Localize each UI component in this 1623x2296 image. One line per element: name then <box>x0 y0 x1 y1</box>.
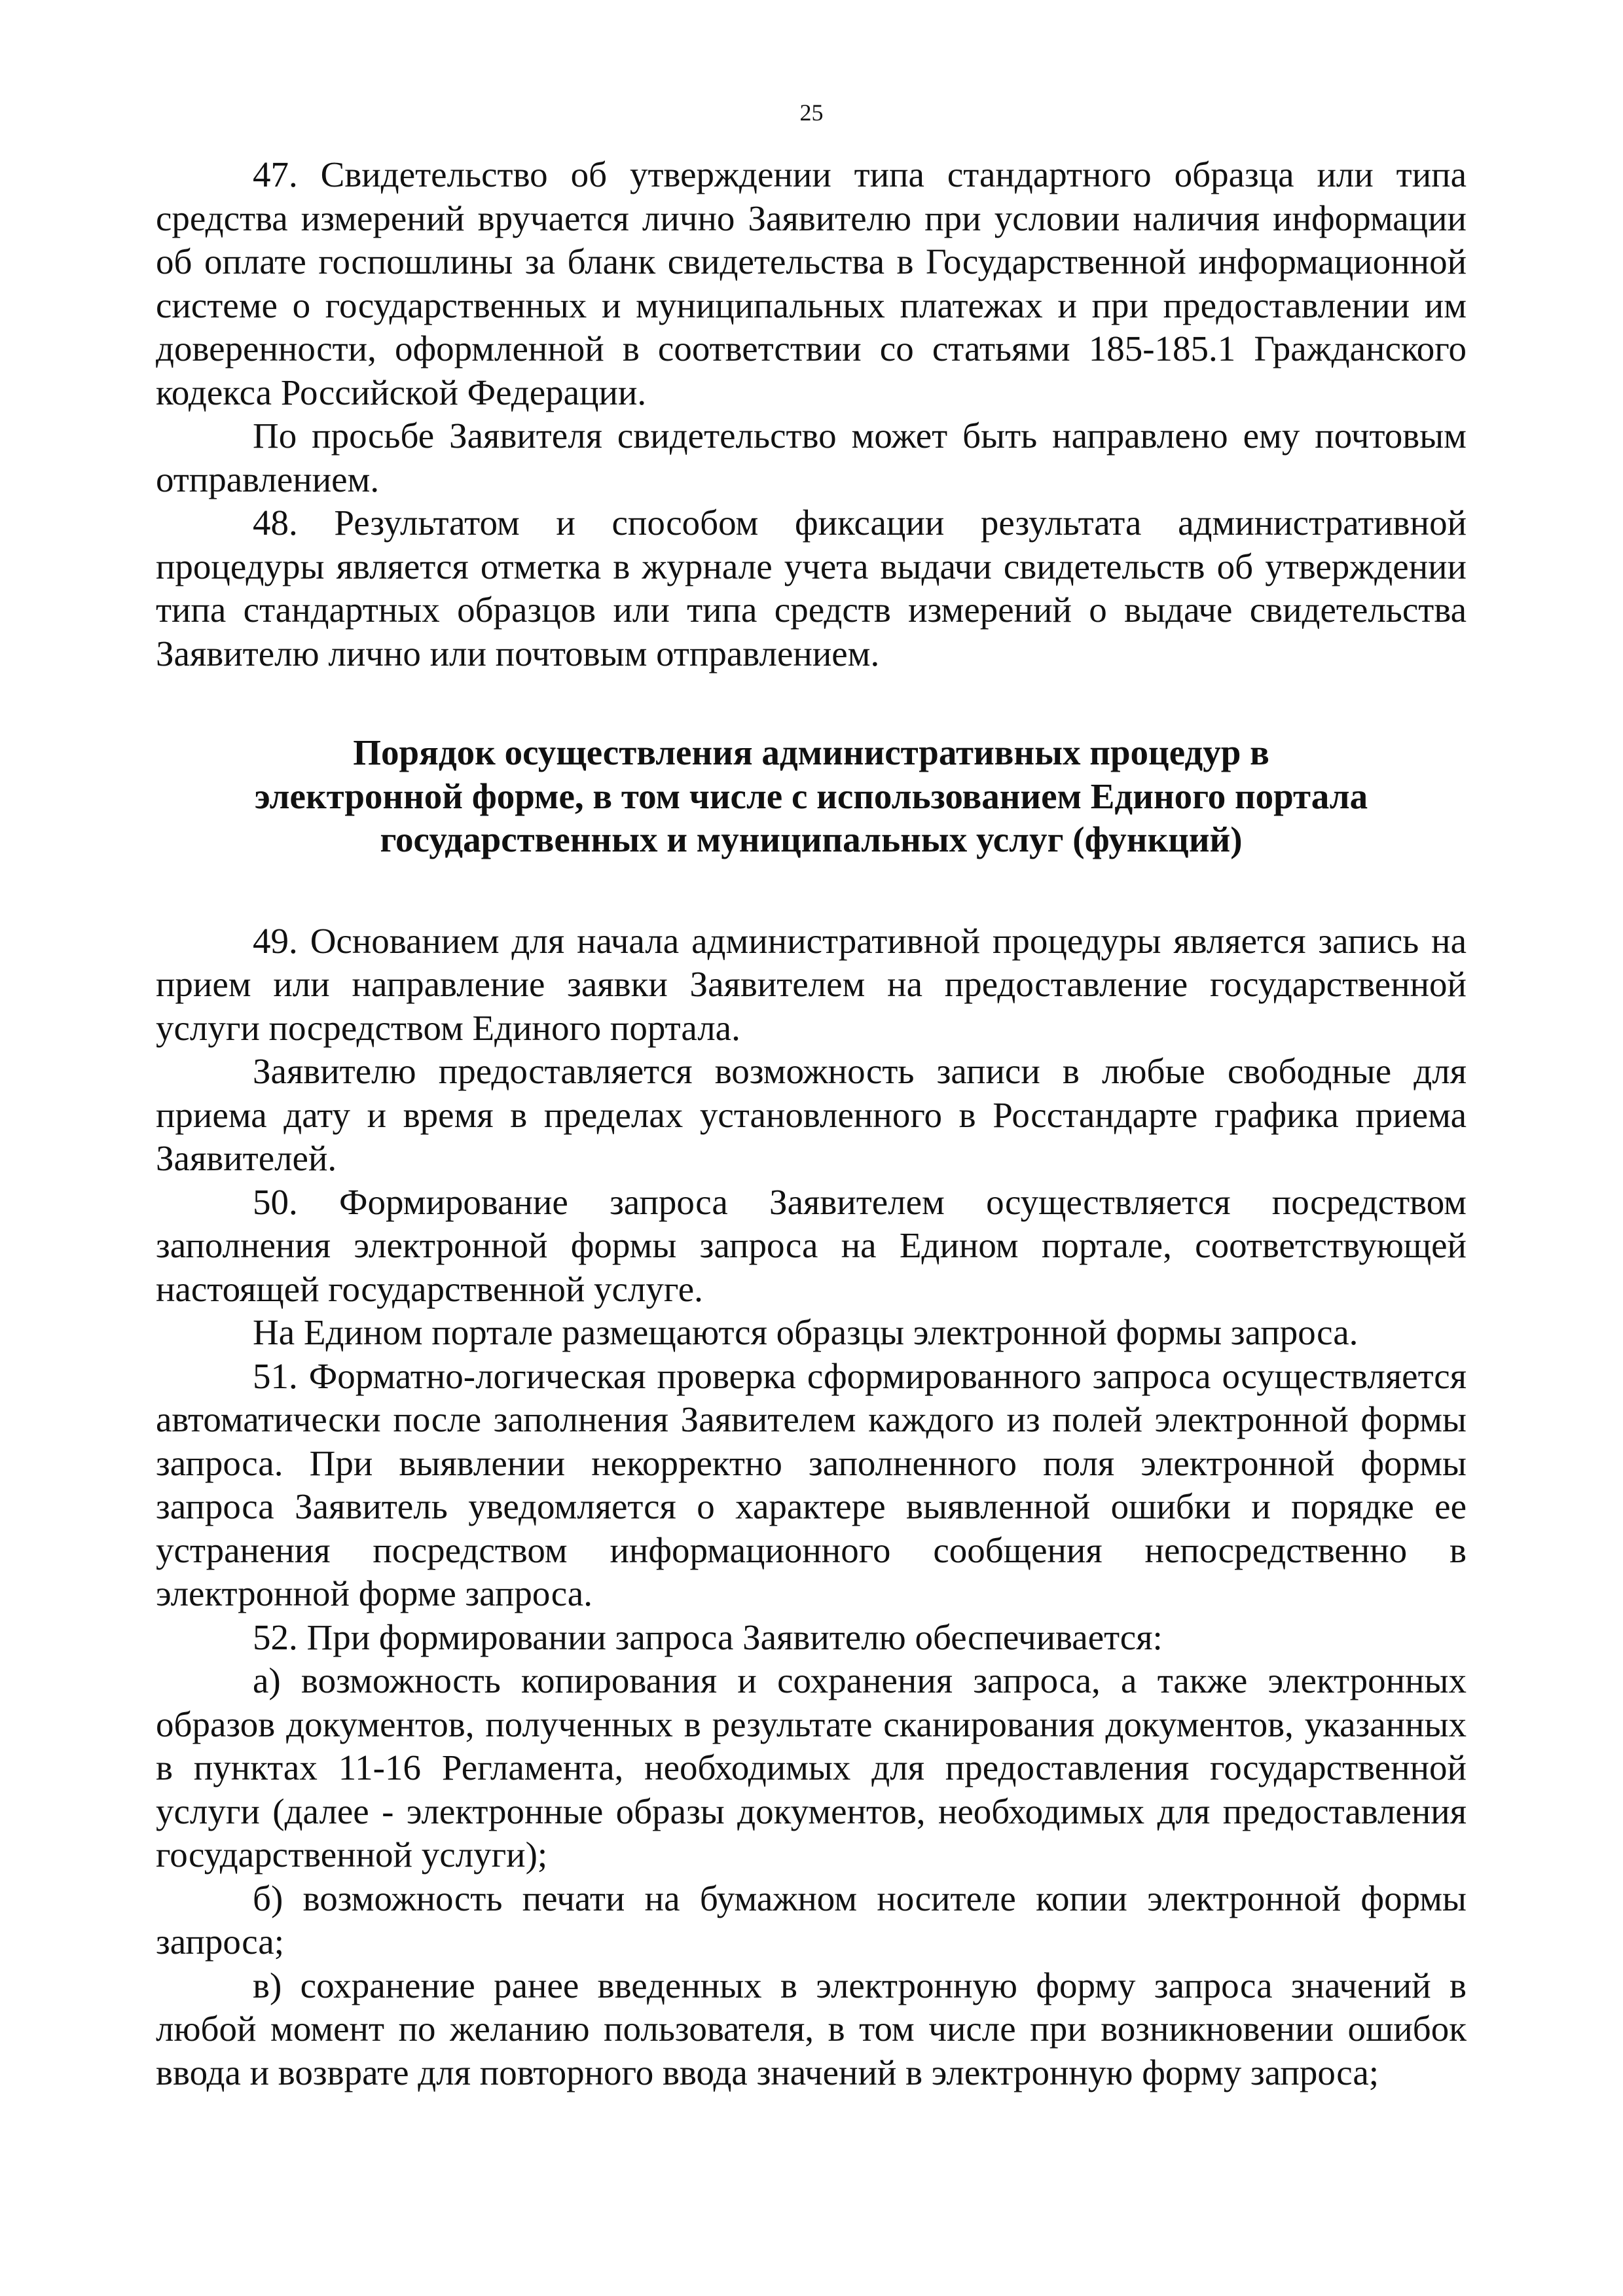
paragraph-52-a: а) возможность копирования и сохранения запроса, а также электронных образов документов, полученных в результате сканирования документов, указанных в пунктах 11-16 Регламента, необходимых для предоставления государственной услуги (далее - электронные образы документов, необходимых для предоставления государственной услуги); <box>156 1660 1467 1874</box>
paragraph-49: 49. Основанием для начала административной процедуры является запись на прием или направление заявки Заявителем на предоставление государственной услуги посредством Единого портала. <box>156 920 1467 1048</box>
paragraph-48: 48. Результатом и способом фиксации результата административной процедуры является отметка в журнале учета выдачи свидетельств об утверждении типа стандартных образцов или типа средств измерений о выдаче свидетельства Заявителю лично или почтовым отправлением. <box>156 503 1467 673</box>
paragraph-52-b: б) возможность печати на бумажном носителе копии электронной формы запроса; <box>156 1878 1467 1962</box>
page-number: 25 <box>799 99 824 126</box>
section-heading-line: электронной форме, в том числе с использованием Единого портала <box>254 776 1368 816</box>
paragraph-47: 47. Свидетельство об утверждении типа стандартного образца или типа средства измерений вручается лично Заявителю при условии наличия информации об оплате госпошлины за бланк свидетельства в Государственной информационной системе о государственных и муниципальных платежах и при предоставлении им доверенности, оформленной в соответствии со статьями 185-185.1 Гражданского кодекса Российской Федерации. <box>156 154 1467 412</box>
document-body <box>156 153 1467 2094</box>
paragraph-52-v: в) сохранение ранее введенных в электронную форму запроса значений в любой момент по желанию пользователя, в том числе при возникновении ошибок ввода и возврате для повторного ввода значений в электронную форму запроса; <box>156 1965 1467 2092</box>
paragraph-50: 50. Формирование запроса Заявителем осуществляется посредством заполнения электронной формы запроса на Едином портале, соответствующей настоящей государственной услуге. <box>156 1181 1467 1309</box>
paragraph-52: 52. При формировании запроса Заявителю обеспечивается: <box>253 1617 1163 1657</box>
section-heading <box>156 731 1467 862</box>
section-heading-line: государственных и муниципальных услуг (функций) <box>380 819 1243 859</box>
paragraph-47-mail: По просьбе Заявителя свидетельство может быть направлено ему почтовым отправлением. <box>156 416 1467 499</box>
section-heading-line: Порядок осуществления административных процедур в <box>353 732 1269 772</box>
paragraph-49-booking: Заявителю предоставляется возможность записи в любые свободные для приема дату и время в пределах установленного в Росстандарте графика приема Заявителей. <box>156 1051 1467 1178</box>
paragraph-50-samples: На Едином портале размещаются образцы электронной формы запроса. <box>253 1312 1359 1352</box>
paragraph-51: 51. Форматно-логическая проверка сформированного запроса осуществляется автоматически после заполнения Заявителем каждого из полей электронной формы запроса. При выявлении некорректно заполненного поля электронной формы запроса Заявитель уведомляется о характере выявленной ошибки и порядке ее устранения посредством информационного сообщения непосредственно в электронной форме запроса. <box>156 1355 1467 1613</box>
